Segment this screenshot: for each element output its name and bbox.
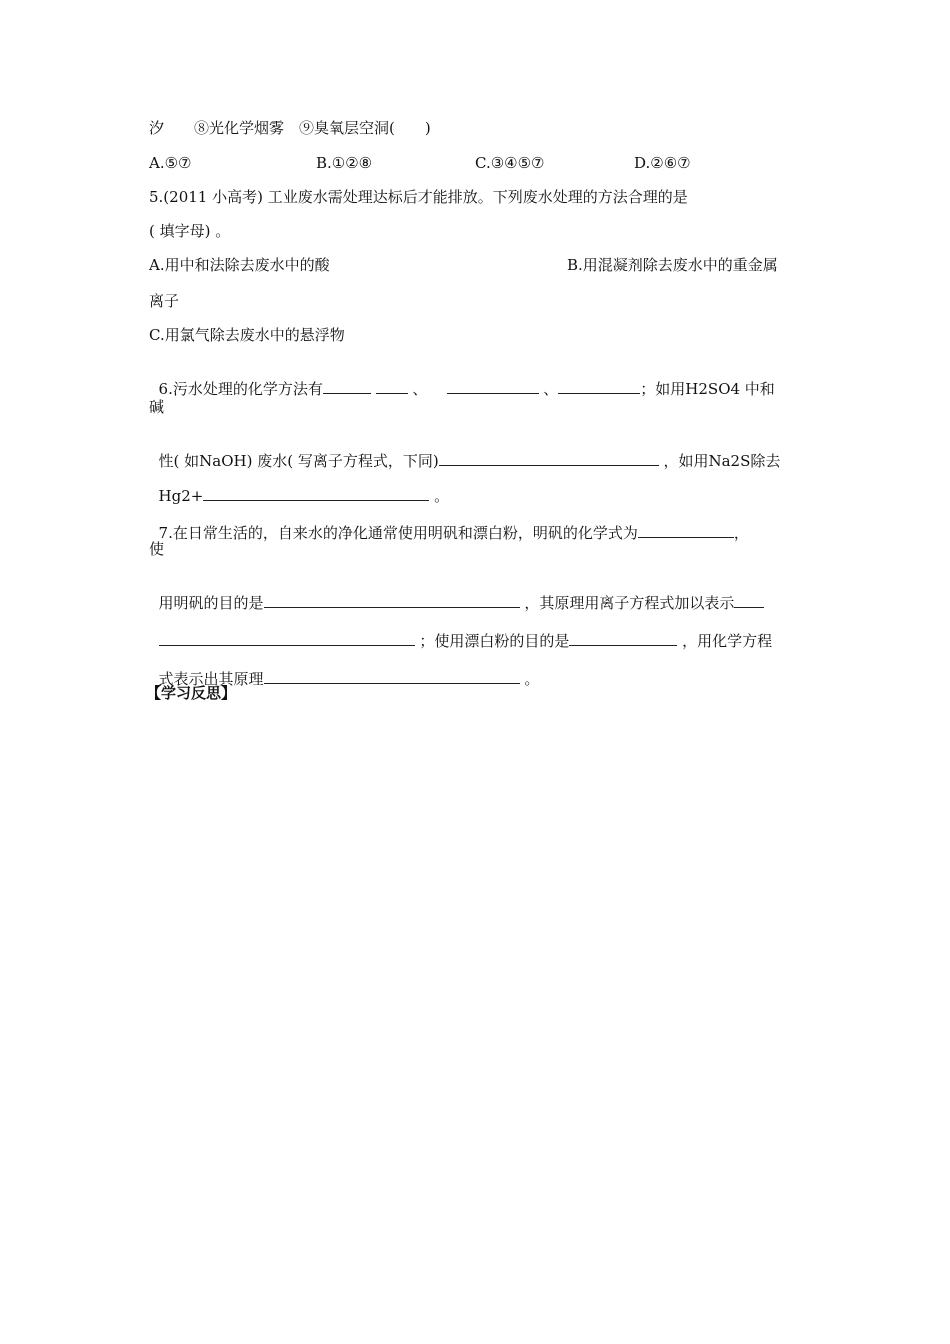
q6-line1 <box>149 359 775 399</box>
q4-option-b: B.①②⑧ <box>316 154 373 172</box>
q6-blank-3[interactable] <box>558 379 640 394</box>
q6-blank-1b[interactable] <box>376 379 408 394</box>
q7-line4-text: ；使用漂白粉的目的是 <box>414 632 570 650</box>
q6-line3-tail: ，如用Na2S除去 <box>658 452 781 470</box>
q5-option-c: C.用氯气除去废水中的悬浮物 <box>149 326 345 344</box>
q7-line5-text: 式表示出其原理 <box>158 670 264 688</box>
q6-line3-text: 性( 如NaOH) 废水( 写离子方程式，下同) <box>158 452 439 470</box>
q6-line4-text: Hg2+ <box>158 487 204 505</box>
q6-line4-tail: 。 <box>429 487 450 505</box>
q7-stem: 7.在日常生活的，自来水的净化通常使用明矾和漂白粉，明矾的化学式为 <box>158 524 638 542</box>
q5-option-b: B.用混凝剂除去废水中的重金属 <box>567 256 778 274</box>
q6-line2: 碱 <box>149 398 165 416</box>
q5-option-b-cont: 离子 <box>149 292 180 310</box>
q6-sep2: 、 <box>538 380 559 398</box>
q7-blank-ionic-eq-start[interactable] <box>734 593 764 608</box>
q5-stem-line1: 5.(2011 小高考) 工业废水需处理达标后才能排放。下列废水处理的方法合理的是 <box>149 188 688 206</box>
q4-tail: 汐 ⑧光化学烟雾 ⑨臭氧层空洞( ) <box>149 119 431 137</box>
q7-line2: 使 <box>149 540 165 558</box>
q6-stem: 6.污水处理的化学方法有 <box>158 380 323 398</box>
q7-line1 <box>149 503 749 543</box>
q7-line3-text: 用明矾的目的是 <box>158 594 264 612</box>
q7-line4 <box>149 611 772 651</box>
q6-blank-1a[interactable] <box>323 379 371 394</box>
q6-after: ；如用H2SO4 中和 <box>640 380 775 398</box>
q7-line5-tail: 。 <box>519 670 540 688</box>
q6-line4 <box>149 466 449 506</box>
q6-blank-5[interactable] <box>203 486 429 501</box>
q7-blank-formula[interactable] <box>638 523 734 538</box>
q5-stem-line2: ( 填字母) 。 <box>149 222 231 240</box>
reflection-heading: 【学习反思】 <box>146 684 237 702</box>
q6-blank-2[interactable] <box>447 379 539 394</box>
q7-blank-purpose-alum[interactable] <box>264 593 520 608</box>
q4-option-a: A.⑤⑦ <box>149 154 192 172</box>
q7-line4-tail: ，用化学方程 <box>677 632 773 650</box>
q7-blank-ionic-eq[interactable] <box>159 631 415 646</box>
q7-comma: ， <box>733 524 749 542</box>
q7-blank-purpose-bleach[interactable] <box>569 631 677 646</box>
q7-line3-tail: ，其原理用离子方程式加以表示 <box>519 594 735 612</box>
q7-line3 <box>149 573 764 613</box>
q7-blank-chem-eq[interactable] <box>264 669 520 684</box>
q6-blank-4[interactable] <box>439 451 659 466</box>
q6-line3 <box>149 431 780 471</box>
q4-option-c: C.③④⑤⑦ <box>475 154 545 172</box>
q5-option-a: A.用中和法除去废水中的酸 <box>149 256 330 274</box>
q4-option-d: D.②⑥⑦ <box>634 154 691 172</box>
q6-sep1: 、 <box>407 380 433 398</box>
